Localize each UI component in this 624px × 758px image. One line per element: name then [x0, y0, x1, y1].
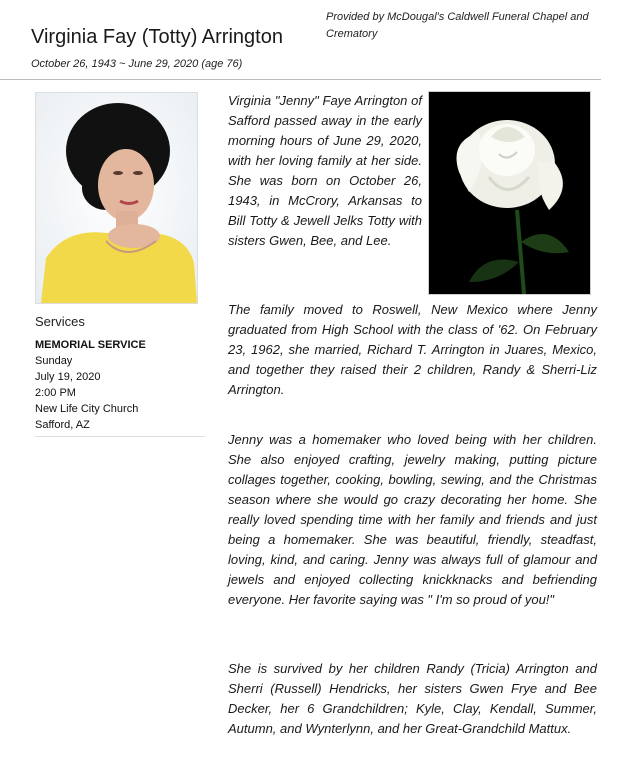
life-dates: October 26, 1943 ~ June 29, 2020 (age 76) [31, 58, 243, 70]
rose-photo[interactable] [428, 91, 591, 295]
white-rose-image [429, 92, 590, 294]
obituary-paragraph-3: Jenny was a homemaker who loved being with her children. She also enjoyed crafting, jewelry making, putting picture collages together, cooking, bowling, sewing, and the Christmas season where she would go crazy decorating her home. She really loved spending time with her family and friends and just being a homemaker. She was beautiful, friendly, steadfast, loving, kind, and caring. Jenny was always full of glamour and jewels and enjoyed collecting knickknacks and befriending everyone. Her favorite saying was " I'm so proud of you!" [228, 432, 597, 607]
service-day: Sunday [35, 355, 73, 367]
provided-by-text: Provided by McDougal's Caldwell Funeral Chapel and Crematory [326, 11, 589, 40]
obituary-paragraph-2: The family moved to Roswell, New Mexico where Jenny graduated from High School with the class of '62. On February 23, 1962, she married, Richard T. Arrington in Juares, Mexico, and together they raised their 2 children, Randy & Sherri-Liz Arrington. [228, 302, 597, 397]
memorial-service-details [35, 337, 205, 433]
service-title: MEMORIAL SERVICE [35, 339, 146, 351]
obituary-paragraph-1: Virginia "Jenny" Faye Arrington of Safford passed away in the early morning hours of June 29, 2020, with her loving family at her side. She was born on October 26, 1943, in McCrory, Arkansas to Bill Totty & Jewell Jelks Totty with sisters Gwen, Bee, and Lee. [228, 93, 422, 248]
obituary-paragraph-4: She is survived by her children Randy (Tricia) Arrington and Sherri (Russell) Hendricks, her sisters Gwen Frye and Bee Decker, her 6 Grandchildren; Kyle, Clay, Kendall, Summer, Autumn, and Wynterlynn, and her Great-Grandchild Mattux. [228, 661, 597, 736]
portrait-image [36, 93, 197, 303]
service-location: New Life City Church [35, 403, 139, 415]
services-heading: Services [35, 314, 85, 329]
service-city: Safford, AZ [35, 419, 90, 431]
page-title: Virginia Fay (Totty) Arrington [31, 26, 283, 48]
portrait-photo[interactable] [35, 92, 198, 304]
service-time: 2:00 PM [35, 387, 76, 399]
service-date: July 19, 2020 [35, 371, 101, 383]
header-divider [0, 79, 601, 80]
services-divider [35, 436, 205, 437]
